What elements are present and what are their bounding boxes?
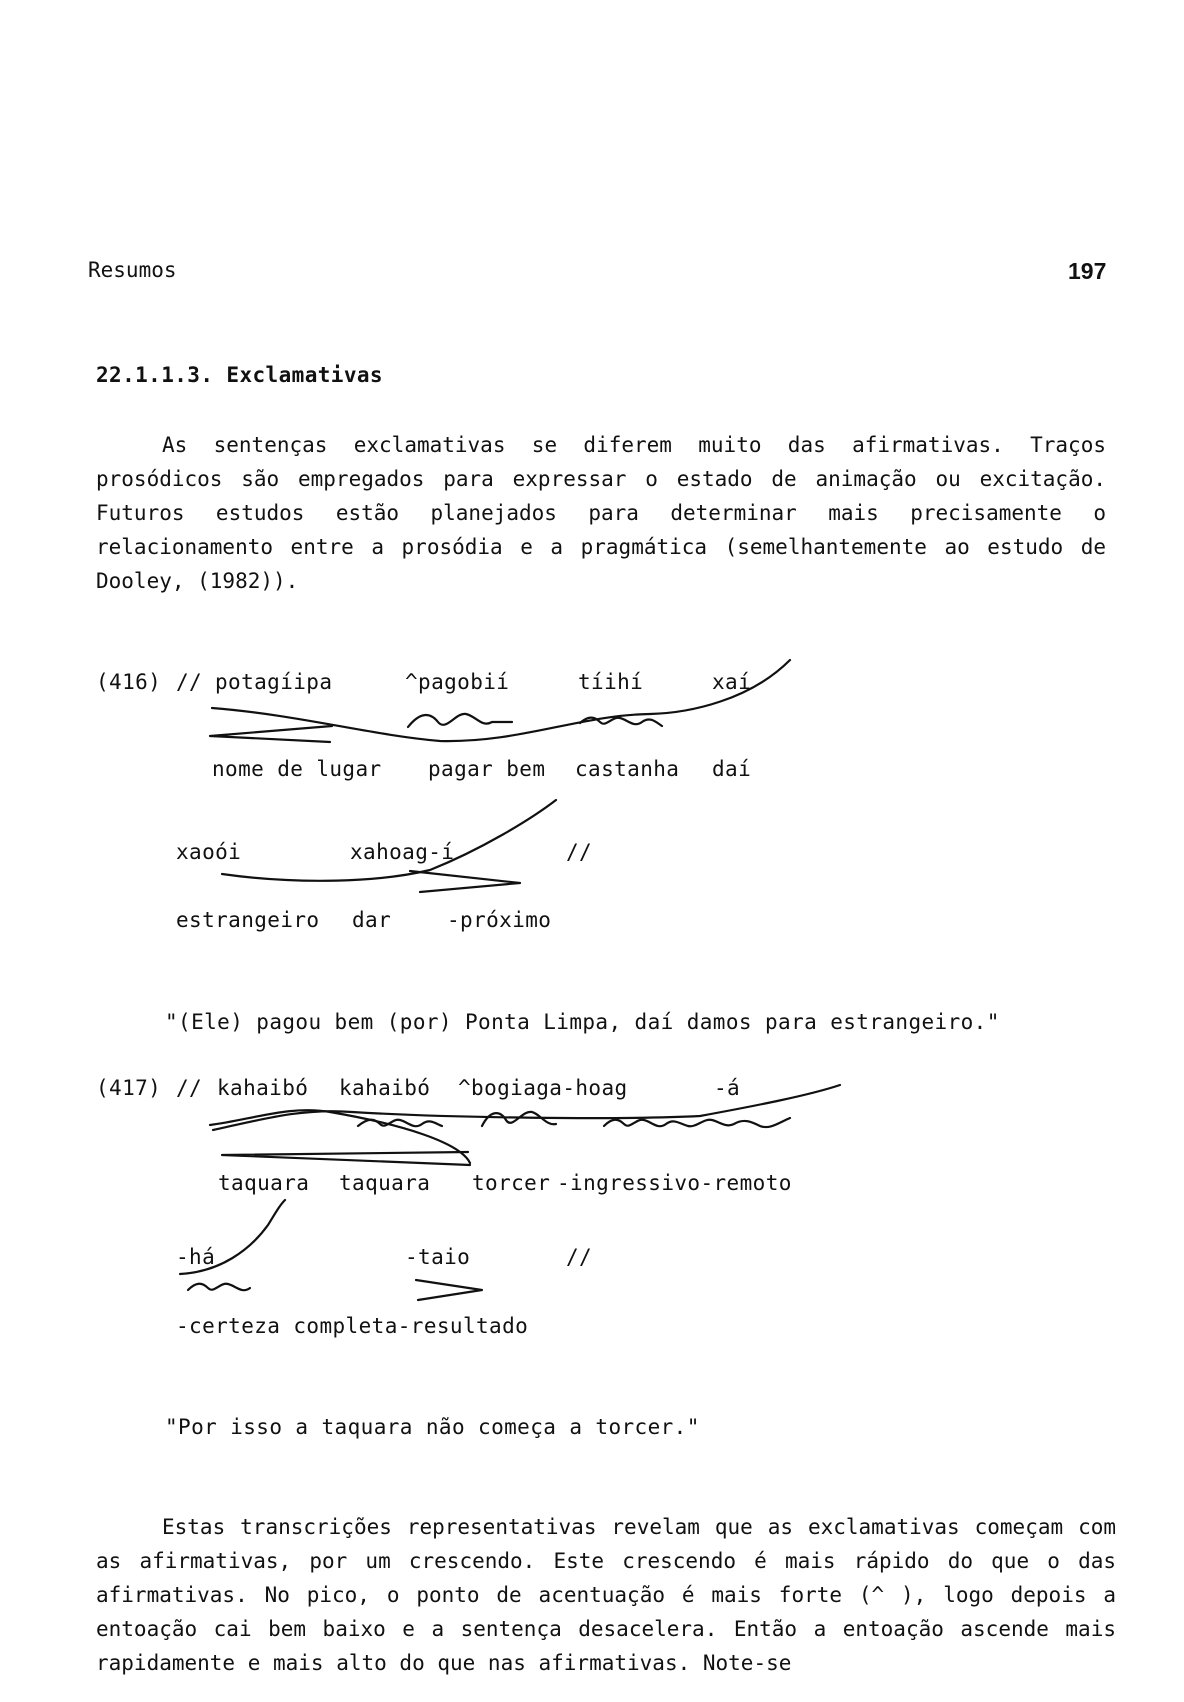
section-heading: 22.1.1.3. Exclamativas (96, 363, 383, 387)
stress-wave (188, 1284, 250, 1290)
gloss: nome de lugar (212, 757, 382, 781)
word: ^pagobií (405, 670, 510, 694)
word: kahaibó (217, 1076, 309, 1100)
word: tíihí (578, 670, 644, 694)
gloss: daí (712, 757, 752, 781)
crescendo-mark (416, 1280, 482, 1300)
gloss: taquara (339, 1171, 431, 1195)
boundary-marker: // (176, 1076, 203, 1100)
page-number: 197 (1068, 258, 1107, 284)
word: xaoói (176, 840, 242, 864)
word: xahoag-í (350, 840, 455, 864)
closing-paragraph (96, 1510, 1116, 1680)
boundary-marker: // (566, 1245, 593, 1269)
stress-wave (408, 714, 512, 727)
boundary-marker: // (176, 670, 203, 694)
word: -há (176, 1245, 216, 1269)
word: xaí (712, 670, 752, 694)
translation: "Por isso a taquara não começa a torcer." (165, 1415, 700, 1439)
decrescendo-mark (222, 1152, 470, 1165)
gloss: taquara (218, 1171, 310, 1195)
stress-wave (482, 1112, 556, 1126)
decrescendo-mark (210, 726, 332, 742)
gloss: castanha (575, 757, 680, 781)
gloss: dar (352, 908, 392, 932)
intro-paragraph-text: As sentenças exclamativas se diferem muito das afirmativas. Traços prosódicos são empregados para expressar o estado de animação ou excitação. Futuros estudos estão planejados para determinar mais precisamente o relacionamento entre a prosódia e a pragmática (semelhantemente ao estudo de Dooley, (1982)). (96, 433, 1106, 593)
example-number: (416) (96, 670, 162, 694)
gloss: pagar bem (428, 757, 546, 781)
running-title: Resumos (88, 258, 177, 282)
gloss: estrangeiro (176, 908, 320, 932)
word: -á (714, 1076, 741, 1100)
gloss: -certeza completa-resultado (176, 1314, 529, 1338)
stress-wave (358, 1120, 442, 1126)
boundary-marker: // (566, 840, 593, 864)
word: -taio (405, 1245, 471, 1269)
example-number: (417) (96, 1076, 162, 1100)
gloss: -próximo (447, 908, 552, 932)
contour-path (210, 1110, 470, 1163)
translation: "(Ele) pagou bem (por) Ponta Limpa, daí damos para estrangeiro." (165, 1010, 1000, 1034)
crescendo-mark (410, 871, 520, 892)
gloss: torcer (472, 1171, 551, 1195)
word: potagíipa (215, 670, 333, 694)
closing-paragraph-text: Estas transcrições representativas revelam que as exclamativas começam com as afirmativas, por um crescendo. Este crescendo é mais rápido do que o das afirmativas. No pico, o ponto de acentuação é mais forte (^ ), logo depois a entoação cai bem baixo e a sentença desacelera. Então a entoação ascende mais rapidamente e mais alto do que nas afirmativas. Note-se (96, 1515, 1116, 1675)
gloss: -ingressivo-remoto (557, 1171, 792, 1195)
word: ^bogiaga-hoag (458, 1076, 628, 1100)
stress-wave (580, 718, 662, 726)
intro-paragraph (96, 428, 1106, 598)
stress-wave (604, 1118, 790, 1127)
word: kahaibó (339, 1076, 431, 1100)
